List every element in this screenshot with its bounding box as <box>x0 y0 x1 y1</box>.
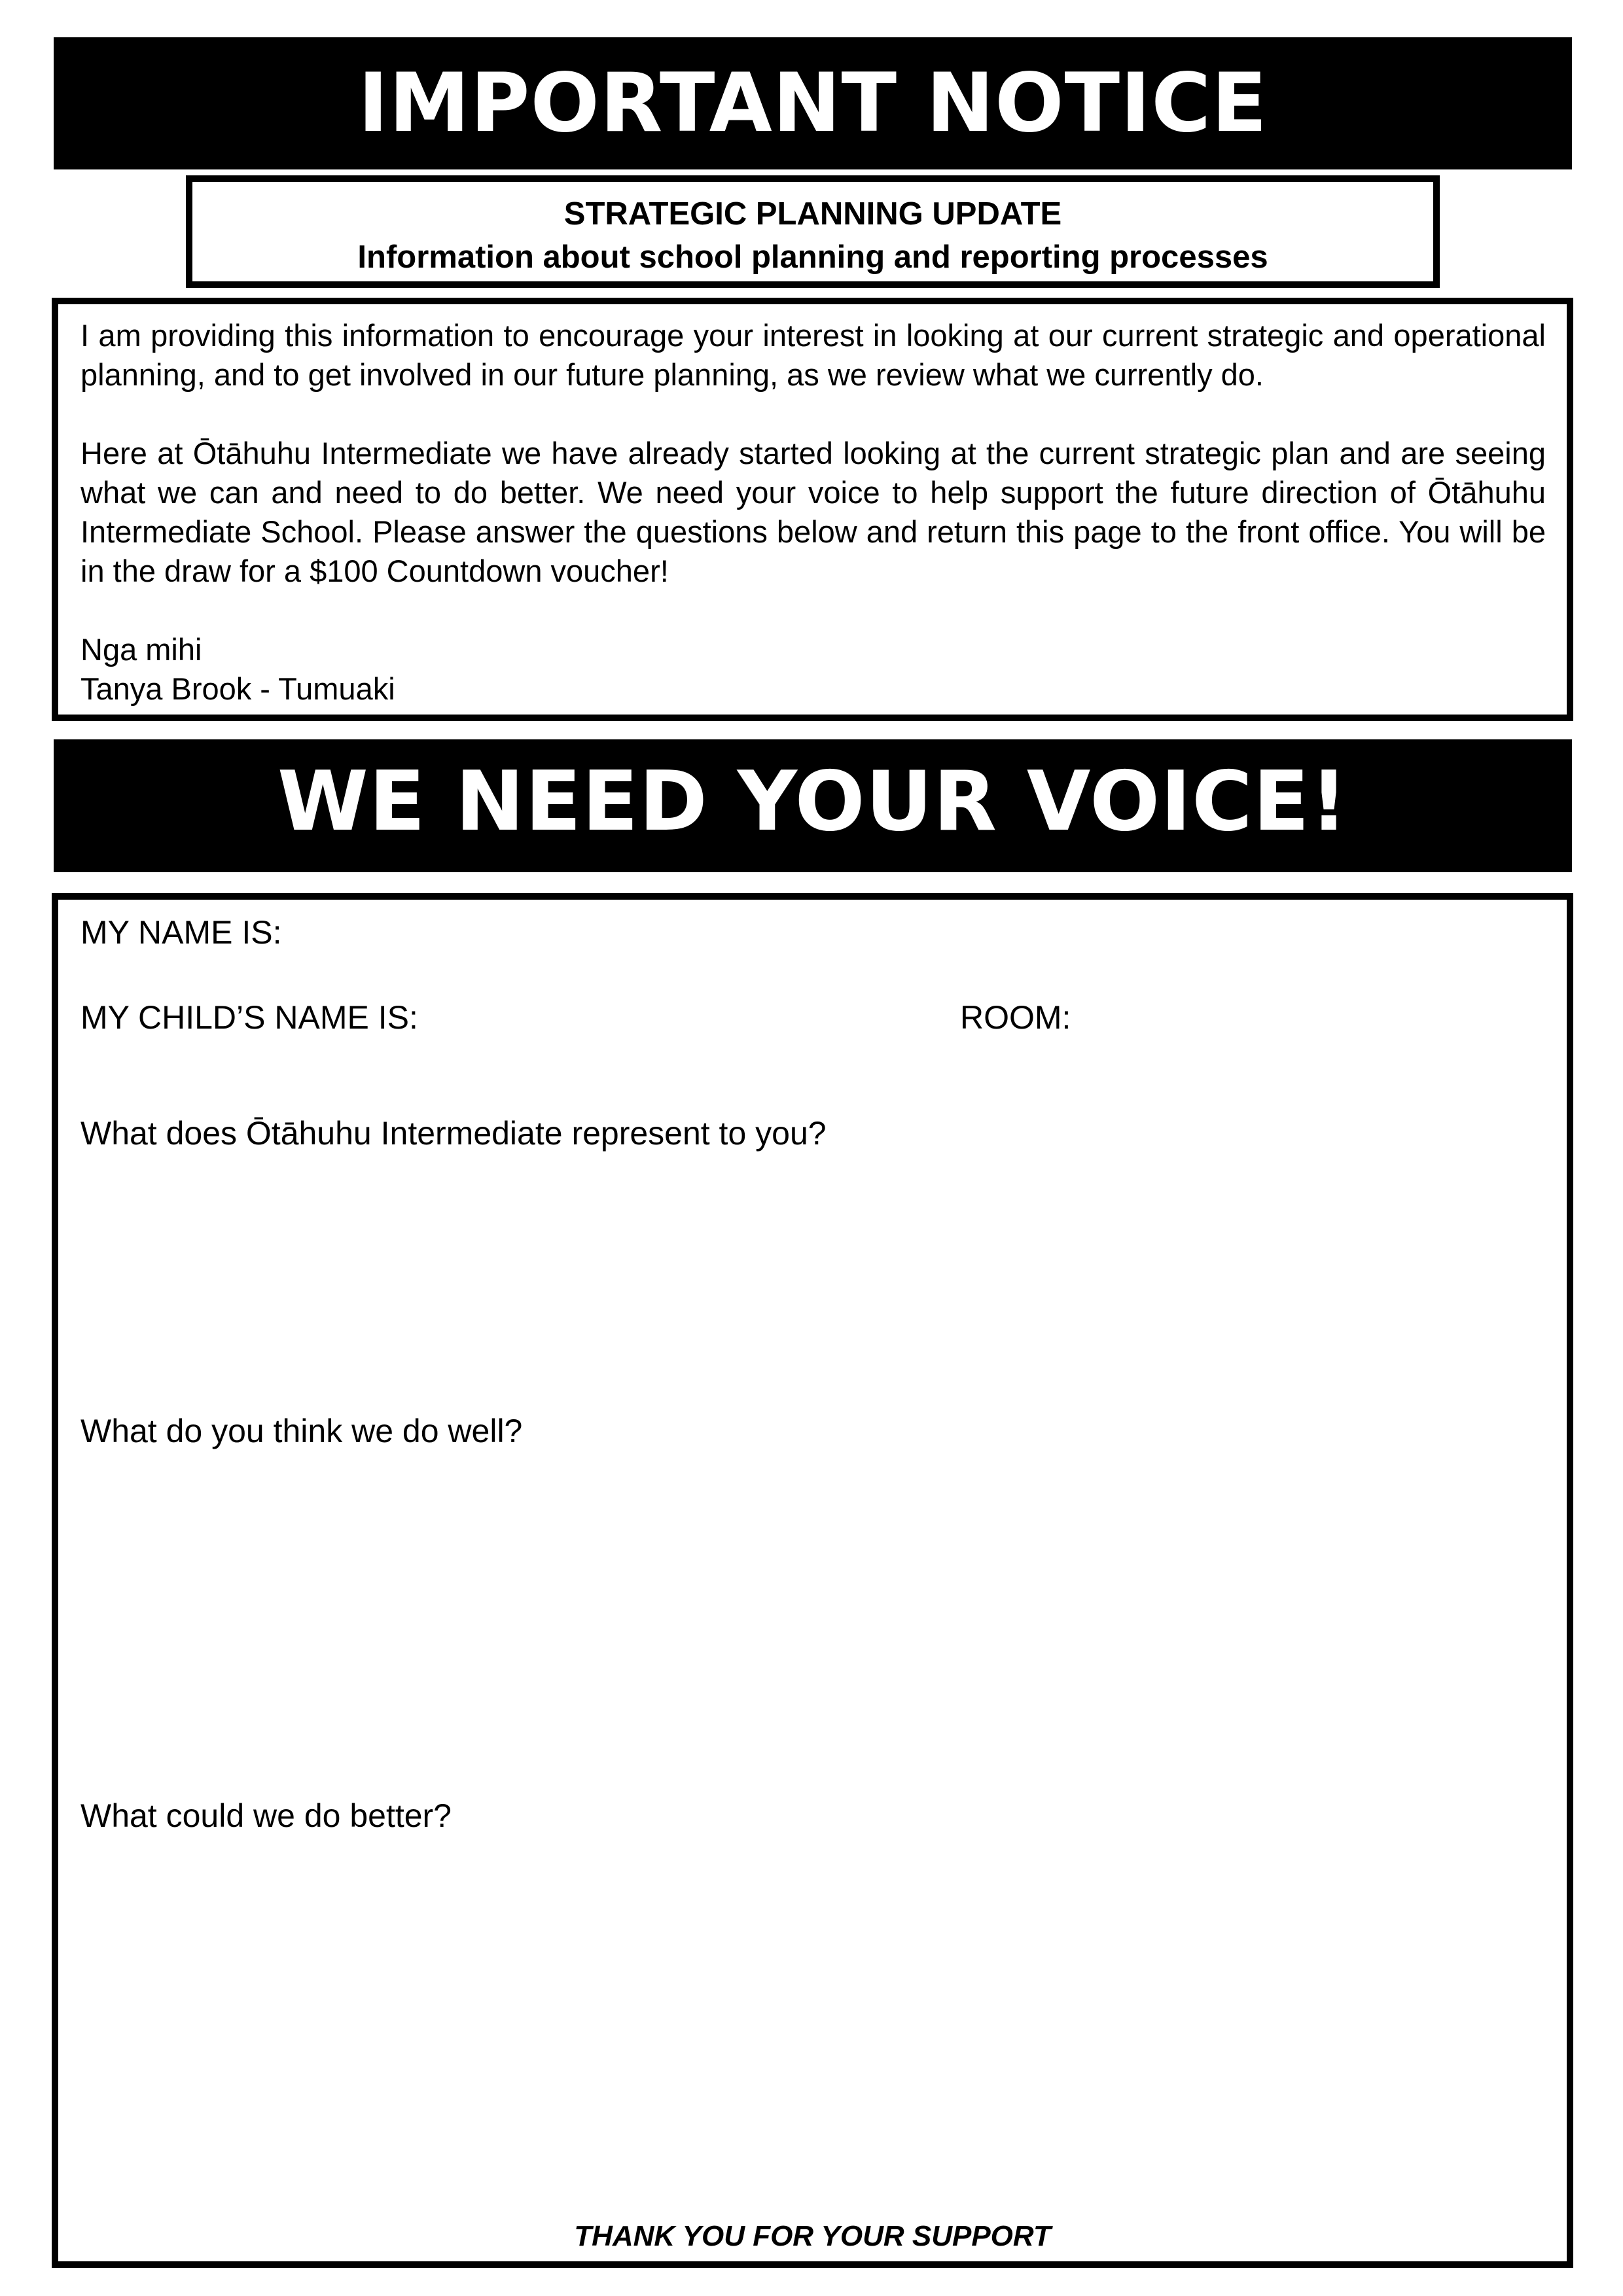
name-field-label[interactable]: MY NAME IS: <box>80 914 282 951</box>
signoff: Nga mihi <box>80 632 202 667</box>
question-represent[interactable]: What does Ōtāhuhu Intermediate represent to you? <box>80 1115 827 1152</box>
intro-message-box <box>52 298 1573 721</box>
strategic-planning-subheader <box>186 175 1440 288</box>
question-do-better[interactable]: What could we do better? <box>80 1797 452 1834</box>
subheader-subtitle: Information about school planning and reporting processes <box>357 239 1268 275</box>
question-do-well[interactable]: What do you think we do well? <box>80 1413 523 1449</box>
we-need-your-voice-banner: WE NEED YOUR VOICE! <box>54 739 1572 872</box>
important-notice-banner: IMPORTANT NOTICE <box>54 37 1572 169</box>
subheader-title: STRATEGIC PLANNING UPDATE <box>563 196 1062 232</box>
thank-you-footer: THANK YOU FOR YOUR SUPPORT <box>574 2220 1051 2252</box>
survey-form <box>52 893 1573 2268</box>
child-name-field-label[interactable]: MY CHILD’S NAME IS: <box>80 999 418 1036</box>
signature: Tanya Brook - Tumuaki <box>80 671 395 706</box>
intro-paragraph-1: I am providing this information to encourage your interest in looking at our current strategic and operational planning, and to get involved in our future planning, as we review what we currently do. <box>80 318 1546 392</box>
intro-paragraph-2: Here at Ōtāhuhu Intermediate we have already started looking at the current strategic plan and are seeing what we can and need to do better. We need your voice to help support the future direction of Ōtāhuhu Intermediate School. Please answer the questions below and return this page to the front office. You will be in the draw for a $100 Countdown voucher! <box>80 436 1546 588</box>
room-field-label[interactable]: ROOM: <box>960 999 1071 1036</box>
